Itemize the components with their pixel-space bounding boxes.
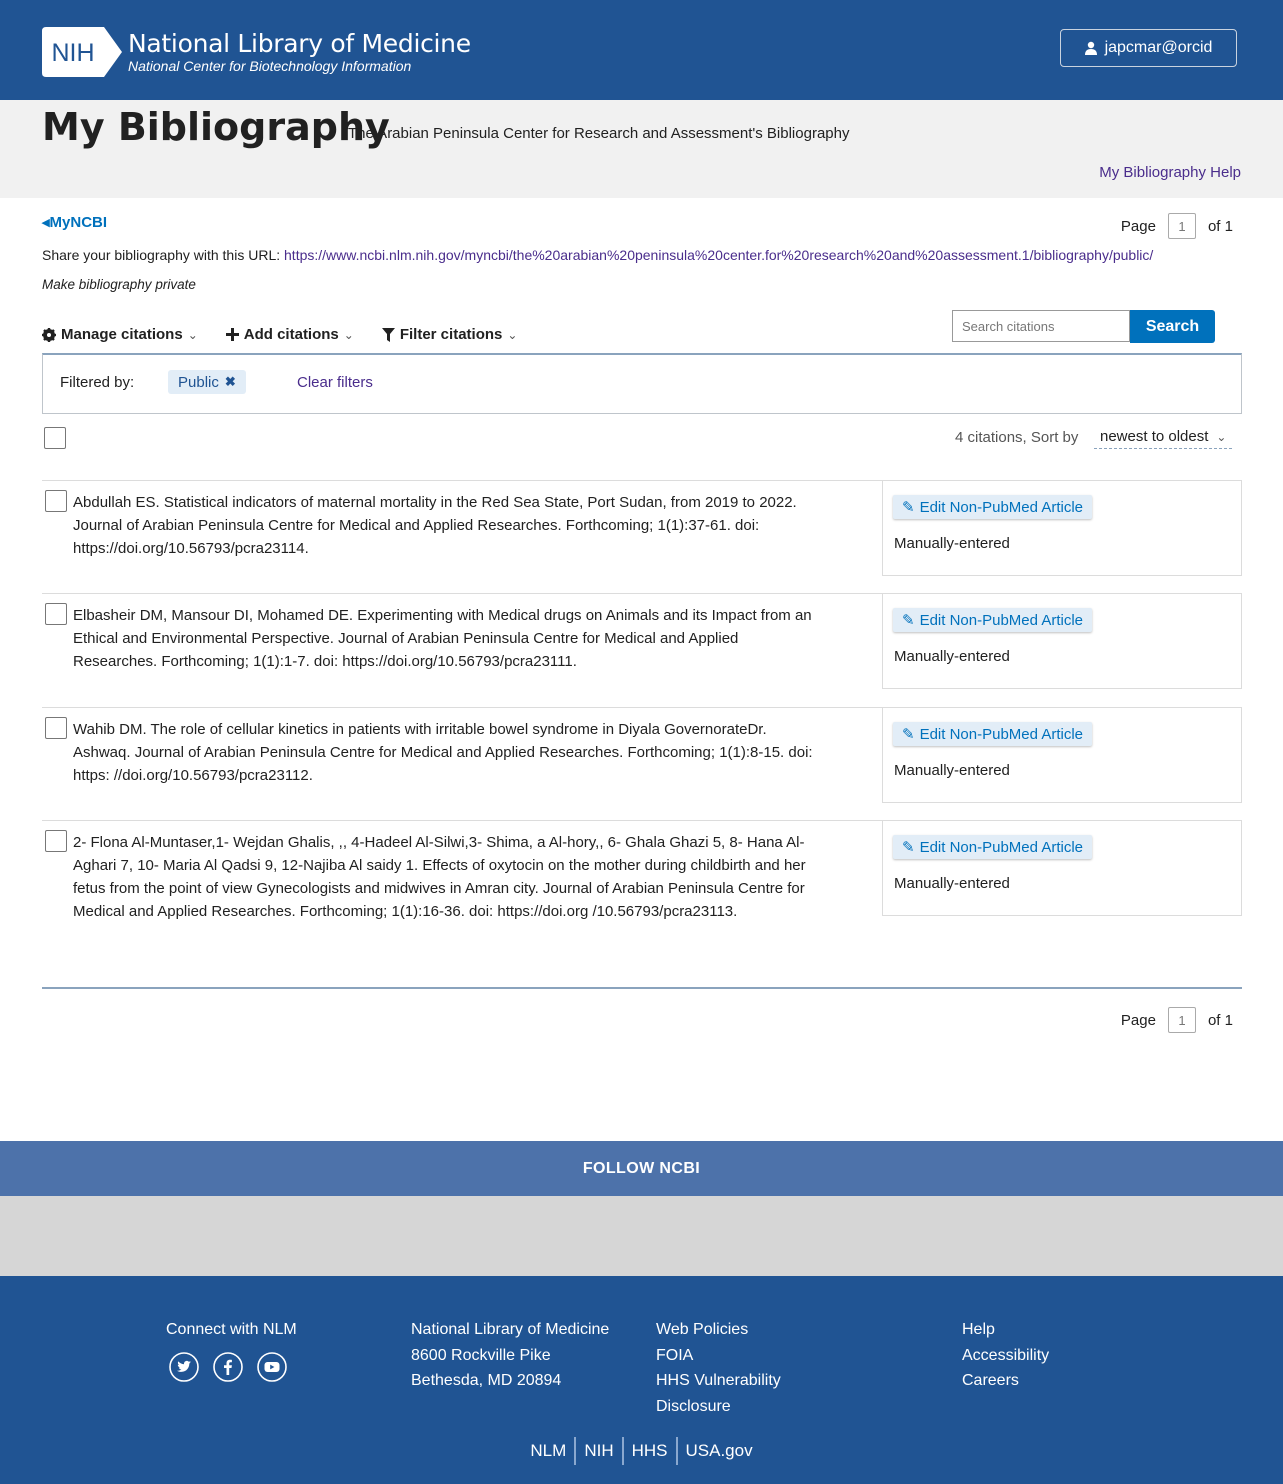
page-subtitle: The Arabian Peninsula Center for Research and Assessment's Bibliography [348, 125, 850, 142]
policies-column [656, 1317, 781, 1419]
plus-icon [226, 328, 239, 341]
citation-checkbox[interactable] [45, 490, 67, 512]
citation-checkbox[interactable] [45, 830, 67, 852]
clear-filters-link[interactable]: Clear filters [297, 374, 373, 391]
edit-citation-button[interactable] [893, 835, 1092, 859]
filter-chip-label: Public [178, 373, 219, 391]
citation-panel [882, 821, 1242, 916]
share-url-link[interactable]: https://www.ncbi.nlm.nih.gov/myncbi/the%20arabian%20peninsula%20center.for%20research%20and%20assessment.1/bibliography/public/ [284, 247, 1154, 263]
facebook-icon[interactable] [213, 1352, 243, 1382]
filter-icon [382, 328, 395, 342]
close-icon[interactable]: ✖ [224, 374, 236, 389]
footer-link-accessibility[interactable]: Accessibility [962, 1346, 1050, 1364]
citation-text: Wahib DM. The role of cellular kinetics in patients with irritable bowel syndrome in Diyala GovernorateDr. Ashwaq. Journal of Arabian Peninsula Centre for Medical and Applied Researches. Forthcoming; 1(1):8-15. doi: https: //doi.org/10.56793/pcra23112. [73, 721, 813, 784]
edit-citation-button[interactable] [893, 608, 1092, 632]
chevron-down-icon: ⌄ [1216, 429, 1227, 444]
citation-text: Abdullah ES. Statistical indicators of maternal mortality in the Red Sea State, Port Sudan, from 2019 to 2022. Journal of Arabian Peninsula Centre for Medical and Applied Researches. Forthcoming; 1(1):37-61. doi: https://doi.org/10.56793/pcra23114. [73, 494, 797, 557]
sort-select[interactable] [1094, 425, 1232, 449]
page-label: Page [1120, 1011, 1156, 1029]
footer-bottom-links [0, 1437, 1283, 1465]
footer-link-help[interactable]: Help [962, 1321, 995, 1338]
pager-bottom [1121, 1007, 1233, 1033]
filter-panel [42, 353, 1242, 414]
help-column [962, 1317, 1049, 1394]
footer-link-usagov[interactable]: USA.gov [685, 1441, 753, 1460]
footer-link-hhs[interactable]: HHS [624, 1437, 678, 1465]
edit-citation-button[interactable] [893, 495, 1092, 519]
sort-selected: newest to oldest [1100, 428, 1209, 445]
edit-citation-label: Edit Non-PubMed Article [919, 611, 1083, 629]
footer-link-foia[interactable]: FOIA [656, 1346, 694, 1364]
social-bar [0, 1196, 1283, 1276]
filter-citations-menu[interactable] [382, 326, 518, 343]
nih-logo-text: NIH [51, 39, 95, 67]
account-label: japcmar@orcid [1104, 39, 1213, 56]
footer-link-nih[interactable]: NIH [576, 1437, 623, 1465]
page-title: My Bibliography [42, 105, 390, 149]
edit-citation-button[interactable] [893, 722, 1092, 746]
search-button[interactable]: Search [1130, 310, 1215, 343]
citation-panel [882, 594, 1242, 689]
footer-link-nlm[interactable]: NLM [522, 1437, 576, 1465]
filter-chip-public[interactable] [168, 370, 246, 394]
citation-status: Manually-entered [894, 535, 1010, 552]
edit-citation-label: Edit Non-PubMed Article [919, 725, 1083, 743]
edit-citation-label: Edit Non-PubMed Article [919, 838, 1083, 856]
manage-citations-menu[interactable] [42, 326, 198, 343]
org-title[interactable]: National Library of Medicine [128, 29, 471, 58]
citation-text: 2- Flona Al-Muntaser,1- Wejdan Ghalis, ,, 4-Hadeel Al-Silwi,3- Shima, a Al-hory,, 6- Ghala Ghazi 5, 8- Hana Al- Aghari 7, 10- Maria Al Qadsi 9, 12-Najiba Al saidy 1. Effects of oxytocin on the mother during childbirth and her fetus from the point of view Gynecologists and midwives in Amran city. Journal of Arabian Peninsula Centre for Medical and Applied Researches. Forthcoming; 1(1):16-36. doi: https://doi.org /10.56793/pcra23113. [73, 834, 806, 920]
footer-link-hhs-vulnerability[interactable]: HHS Vulnerability [656, 1372, 781, 1389]
select-all-checkbox[interactable] [44, 427, 66, 449]
connect-label: Connect with NLM [166, 1321, 297, 1338]
address-line[interactable]: National Library of Medicine [411, 1321, 610, 1338]
account-button[interactable] [1060, 29, 1237, 67]
org-subtitle[interactable]: National Center for Biotechnology Information [128, 58, 412, 74]
citation-text: Elbasheir DM, Mansour DI, Mohamed DE. Experimenting with Medical drugs on Animals and its Impact from an Ethical and Environmental Perspective. Journal of Arabian Peninsula Centre for Medical and Applied Researches. Forthcoming; 1(1):1-7. doi: https://doi.org/10.56793/pcra23111. [73, 607, 812, 670]
page-number-input[interactable]: 1 [1168, 213, 1196, 239]
filtered-by-label: Filtered by: [60, 374, 135, 391]
citation-panel [882, 708, 1242, 803]
manage-citations-label: Manage citations [61, 326, 183, 343]
footer-link-web-policies[interactable]: Web Policies [656, 1321, 749, 1338]
caret-left-icon: ◂ [42, 214, 50, 231]
citation-toolbar [42, 326, 517, 343]
citation-row [42, 820, 1242, 951]
chevron-down-icon: ⌄ [343, 327, 354, 342]
edit-citation-label: Edit Non-PubMed Article [919, 498, 1083, 516]
follow-ncbi-heading: FOLLOW NCBI [0, 1141, 1283, 1196]
user-icon [1085, 41, 1097, 55]
page-label: Page [1120, 217, 1156, 235]
address-line: 8600 Rockville Pike [411, 1346, 551, 1364]
chevron-down-icon: ⌄ [507, 327, 518, 342]
chevron-down-icon: ⌄ [187, 327, 198, 342]
pencil-icon: ✎ [902, 612, 915, 629]
citation-panel [882, 481, 1242, 576]
pencil-icon: ✎ [902, 499, 915, 516]
share-line [42, 247, 1153, 263]
page-of-label: of 1 [1207, 1011, 1233, 1029]
gear-icon [42, 328, 56, 342]
add-citations-label: Add citations [243, 326, 339, 343]
page-number-input[interactable]: 1 [1168, 1007, 1196, 1033]
pencil-icon: ✎ [902, 726, 915, 743]
citation-status: Manually-entered [894, 762, 1010, 779]
myncbi-back-link[interactable] [42, 213, 107, 231]
pencil-icon: ✎ [902, 839, 915, 856]
nih-logo[interactable] [42, 27, 122, 77]
citation-row [42, 593, 1242, 690]
list-divider [42, 987, 1242, 989]
citation-checkbox[interactable] [45, 717, 67, 739]
address-line: Bethesda, MD 20894 [411, 1372, 562, 1389]
make-private-link[interactable]: Make bibliography private [42, 277, 196, 292]
pager-top [1121, 213, 1233, 239]
citation-count: 4 citations, Sort by [955, 429, 1079, 446]
citation-status: Manually-entered [894, 648, 1010, 665]
twitter-icon[interactable] [169, 1352, 199, 1382]
myncbi-label: MyNCBI [49, 214, 108, 231]
connect-column [166, 1317, 297, 1343]
search-citations-input[interactable]: Search citations [952, 310, 1130, 342]
footer-link-careers[interactable]: Careers [962, 1372, 1019, 1389]
footer-link-disclosure[interactable]: Disclosure [656, 1397, 731, 1415]
citation-checkbox[interactable] [45, 603, 67, 625]
citation-row [42, 480, 1242, 577]
add-citations-menu[interactable] [226, 326, 354, 343]
address-column [411, 1317, 609, 1394]
youtube-icon[interactable] [257, 1352, 287, 1382]
citation-row [42, 707, 1242, 804]
citation-status: Manually-entered [894, 875, 1010, 892]
help-link[interactable]: My Bibliography Help [1099, 164, 1241, 181]
page-of-label: of 1 [1207, 217, 1233, 235]
share-label: Share your bibliography with this URL: [42, 247, 281, 263]
filter-citations-label: Filter citations [399, 326, 503, 343]
